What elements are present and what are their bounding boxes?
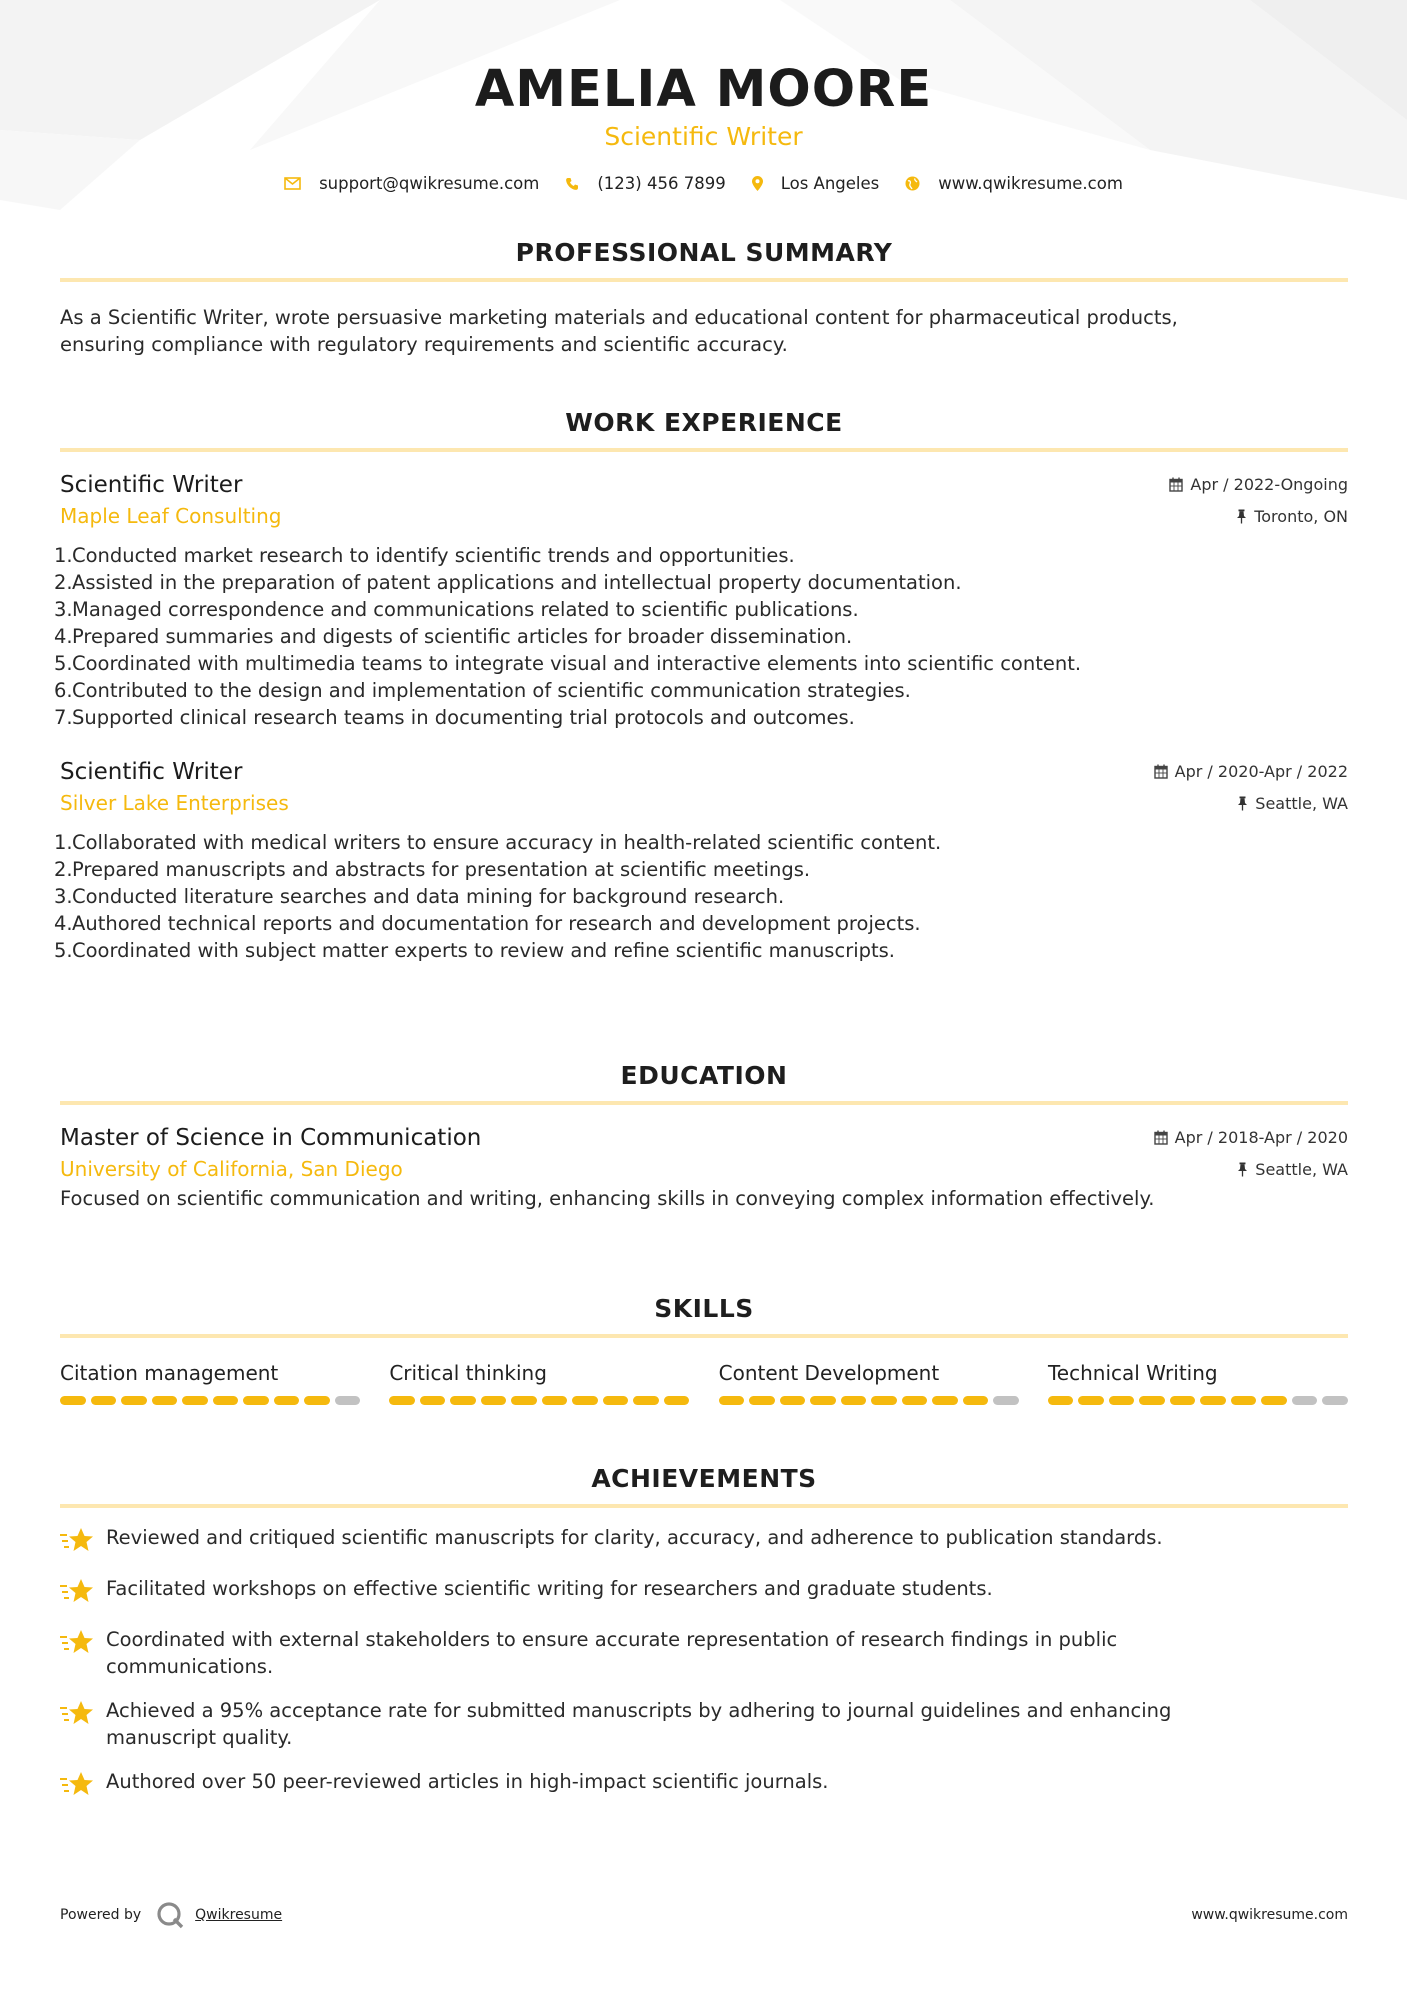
bullet-text: Conducted literature searches and data mining for background research. <box>72 885 785 908</box>
school: University of California, San Diego <box>60 1157 403 1181</box>
bullet-text: Authored technical reports and documentation for research and development projects. <box>72 912 921 935</box>
skills-section <box>60 1292 1348 1405</box>
job-role: Scientific Writer <box>60 759 243 785</box>
rating-segment-empty <box>993 1396 1019 1405</box>
rating-segment-filled <box>603 1396 629 1405</box>
location-text: Los Angeles <box>780 174 880 193</box>
rating-segment-filled <box>511 1396 537 1405</box>
achievement-text-cont: manuscript quality. <box>106 1726 293 1749</box>
job-company: Silver Lake Enterprises <box>60 791 289 815</box>
bullet-text: Supported clinical research teams in documenting trial protocols and outcomes. <box>72 706 855 729</box>
contact-website[interactable] <box>905 174 1123 193</box>
list-item <box>60 1575 1348 1609</box>
bullet-text: Contributed to the design and implementation of scientific communication strategies. <box>72 679 911 702</box>
rating-segment-filled <box>1109 1396 1135 1405</box>
rating-segment-filled <box>841 1396 867 1405</box>
section-title-experience: WORK EXPERIENCE <box>60 406 1348 452</box>
star-icon <box>60 1770 106 1802</box>
job-company: Maple Leaf Consulting <box>60 504 282 528</box>
candidate-title: Scientific Writer <box>604 122 803 151</box>
rating-segment-filled <box>450 1396 476 1405</box>
powered-by <box>60 1900 282 1930</box>
list-item: 5. Coordinated with multimedia teams to integrate visual and interactive elements into scientific content. <box>54 652 1082 675</box>
education-entry <box>60 1125 1348 1212</box>
rating-segment-empty <box>1292 1396 1318 1405</box>
bullet-text: Prepared summaries and digests of scientific articles for broader dissemination. <box>72 625 853 648</box>
achievement-text: Facilitated workshops on effective scientific writing for researchers and graduate students. <box>106 1577 993 1600</box>
rating-segment-filled <box>572 1396 598 1405</box>
list-item: 5. Coordinated with subject matter experts to review and refine scientific manuscripts. <box>54 939 896 962</box>
rating-segment-filled <box>182 1396 208 1405</box>
candidate-name: AMELIA MOORE <box>474 60 933 119</box>
section-title-skills: SKILLS <box>60 1292 1348 1338</box>
job-dates-text: Apr / 2022-Ongoing <box>1190 475 1348 494</box>
job-location-text: Toronto, ON <box>1254 506 1348 526</box>
rating-segment-filled <box>902 1396 928 1405</box>
section-title-education: EDUCATION <box>60 1059 1348 1105</box>
envelope-icon <box>284 177 301 190</box>
rating-segment-filled <box>121 1396 147 1405</box>
rating-segment-filled <box>60 1396 86 1405</box>
education-description: Focused on scientific communication and writing, enhancing skills in conveying complex information effectively. <box>60 1187 1155 1210</box>
list-item: 4. Authored technical reports and documentation for research and development projects. <box>54 912 921 935</box>
rating-segment-empty <box>1322 1396 1348 1405</box>
rating-segment-filled <box>213 1396 239 1405</box>
rating-segment-filled <box>932 1396 958 1405</box>
bullet-text: Managed correspondence and communications related to scientific publications. <box>72 598 859 621</box>
job-location-text: Seattle, WA <box>1255 793 1348 813</box>
list-item: 2. Assisted in the preparation of patent applications and intellectual property documentation. <box>54 571 962 594</box>
job-bullets <box>54 542 1348 731</box>
rating-segment-filled <box>1170 1396 1196 1405</box>
list-item: 1. Conducted market research to identify scientific trends and opportunities. <box>54 544 795 567</box>
list-item: 7. Supported clinical research teams in documenting trial protocols and outcomes. <box>54 706 855 729</box>
rating-segment-filled <box>749 1396 775 1405</box>
rating-segment-filled <box>481 1396 507 1405</box>
rating-segment-filled <box>91 1396 117 1405</box>
star-icon <box>60 1699 106 1731</box>
achievement-text: Achieved a 95% acceptance rate for submitted manuscripts by adhering to journal guidelines and enhancing <box>106 1699 1172 1722</box>
calendar-icon <box>1169 477 1183 492</box>
bullet-text: Conducted market research to identify scientific trends and opportunities. <box>72 544 795 567</box>
experience-section <box>54 406 1348 964</box>
summary-section <box>60 236 1348 358</box>
rating-segment-filled <box>1261 1396 1287 1405</box>
skill-rating-bar <box>1048 1396 1348 1405</box>
job-dates <box>1169 475 1348 494</box>
contact-email[interactable] <box>284 174 539 193</box>
rating-segment-filled <box>1139 1396 1165 1405</box>
skill-name: Citation management <box>60 1361 279 1385</box>
list-item: 6. Contributed to the design and implementation of scientific communication strategies. <box>54 679 911 702</box>
bullet-text: Coordinated with subject matter experts to review and refine scientific manuscripts. <box>72 939 896 962</box>
star-icon <box>60 1526 106 1558</box>
achievements-section <box>60 1462 1348 1819</box>
qwikresume-logo-icon <box>155 1900 185 1930</box>
education-location-text: Seattle, WA <box>1255 1159 1348 1179</box>
rating-segment-filled <box>780 1396 806 1405</box>
job-dates <box>1154 762 1348 781</box>
rating-segment-filled <box>633 1396 659 1405</box>
bullet-text: Prepared manuscripts and abstracts for presentation at scientific meetings. <box>72 858 811 881</box>
map-pin-icon <box>752 176 763 191</box>
skills-list <box>60 1360 1348 1405</box>
job-entry <box>54 759 1348 964</box>
rating-segment-filled <box>542 1396 568 1405</box>
education-section <box>60 1059 1348 1212</box>
job-location <box>1237 794 1348 813</box>
calendar-icon <box>1154 764 1168 779</box>
achievements-list <box>60 1524 1348 1802</box>
list-item: 4. Prepared summaries and digests of scientific articles for broader dissemination. <box>54 625 853 648</box>
job-dates-text: Apr / 2020-Apr / 2022 <box>1174 762 1348 781</box>
globe-icon <box>905 176 920 191</box>
skill-item <box>719 1360 1019 1405</box>
education-dates-text: Apr / 2018-Apr / 2020 <box>1174 1128 1348 1147</box>
star-icon <box>60 1577 106 1609</box>
rating-segment-filled <box>304 1396 330 1405</box>
education-dates <box>1154 1128 1348 1147</box>
skill-item <box>389 1360 689 1405</box>
job-bullets <box>54 829 1348 964</box>
education-location <box>1237 1160 1348 1179</box>
pushpin-icon <box>1237 796 1248 811</box>
contact-phone[interactable] <box>565 174 725 193</box>
contact-bar <box>0 174 1407 193</box>
phone-text: (123) 456 7899 <box>597 174 726 193</box>
achievement-text: Coordinated with external stakeholders to ensure accurate representation of research findings in public <box>106 1628 1118 1651</box>
footer <box>60 1900 1348 1930</box>
rating-segment-filled <box>389 1396 415 1405</box>
section-title-achievements: ACHIEVEMENTS <box>60 1462 1348 1508</box>
skill-rating-bar <box>60 1396 360 1405</box>
email-text: support@qwikresume.com <box>319 174 540 193</box>
rating-segment-filled <box>1231 1396 1257 1405</box>
resume-header <box>0 0 1407 193</box>
skill-rating-bar <box>719 1396 1019 1405</box>
rating-segment-filled <box>152 1396 178 1405</box>
skill-rating-bar <box>389 1396 689 1405</box>
skill-item <box>1048 1360 1348 1405</box>
achievement-text: Reviewed and critiqued scientific manuscripts for clarity, accuracy, and adherence to publication standards. <box>106 1526 1163 1549</box>
skill-item <box>60 1360 360 1405</box>
section-title-summary: PROFESSIONAL SUMMARY <box>60 236 1348 282</box>
rating-segment-filled <box>810 1396 836 1405</box>
bullet-text: Coordinated with multimedia teams to integrate visual and interactive elements into scientific content. <box>72 652 1082 675</box>
bullet-text: Assisted in the preparation of patent applications and intellectual property documentation. <box>72 571 962 594</box>
calendar-icon <box>1154 1130 1168 1145</box>
achievement-text: Authored over 50 peer-reviewed articles in high-impact scientific journals. <box>106 1770 829 1793</box>
list-item <box>60 1626 1348 1680</box>
degree: Master of Science in Communication <box>60 1125 482 1151</box>
rating-segment-filled <box>1078 1396 1104 1405</box>
list-item <box>60 1524 1348 1558</box>
list-item: 1. Collaborated with medical writers to ensure accuracy in health-related scientific content. <box>54 831 942 854</box>
list-item <box>60 1768 1348 1802</box>
summary-line: As a Scientific Writer, wrote persuasive marketing materials and educational content for pharmaceutical products, <box>60 306 1178 329</box>
job-role: Scientific Writer <box>60 472 243 498</box>
rating-segment-filled <box>420 1396 446 1405</box>
qwikresume-link[interactable]: Qwikresume <box>195 1907 283 1923</box>
rating-segment-filled <box>1200 1396 1226 1405</box>
rating-segment-filled <box>719 1396 745 1405</box>
footer-url[interactable]: www.qwikresume.com <box>1191 1907 1348 1923</box>
summary-line: ensuring compliance with regulatory requirements and scientific accuracy. <box>60 333 788 356</box>
rating-segment-empty <box>335 1396 361 1405</box>
website-text: www.qwikresume.com <box>938 174 1123 193</box>
summary-text <box>60 304 1348 358</box>
star-icon <box>60 1628 106 1660</box>
list-item: 3. Managed correspondence and communications related to scientific publications. <box>54 598 859 621</box>
job-location <box>1236 507 1348 526</box>
rating-segment-filled <box>871 1396 897 1405</box>
skill-name: Critical thinking <box>389 1361 547 1385</box>
skill-name: Content Development <box>718 1361 940 1385</box>
rating-segment-filled <box>1048 1396 1074 1405</box>
rating-segment-filled <box>963 1396 989 1405</box>
rating-segment-filled <box>274 1396 300 1405</box>
job-entry <box>54 472 1348 731</box>
skill-name: Technical Writing <box>1047 1361 1218 1385</box>
list-item <box>60 1697 1348 1751</box>
pushpin-icon <box>1236 509 1247 524</box>
phone-icon <box>565 177 579 191</box>
list-item: 2. Prepared manuscripts and abstracts for presentation at scientific meetings. <box>54 858 811 881</box>
powered-by-label: Powered by <box>60 1907 142 1923</box>
bullet-text: Collaborated with medical writers to ensure accuracy in health-related scientific content. <box>72 831 942 854</box>
list-item: 3. Conducted literature searches and data mining for background research. <box>54 885 785 908</box>
rating-segment-filled <box>664 1396 690 1405</box>
pushpin-icon <box>1237 1162 1248 1177</box>
rating-segment-filled <box>243 1396 269 1405</box>
achievement-text-cont: communications. <box>106 1655 274 1678</box>
contact-location <box>752 174 880 193</box>
